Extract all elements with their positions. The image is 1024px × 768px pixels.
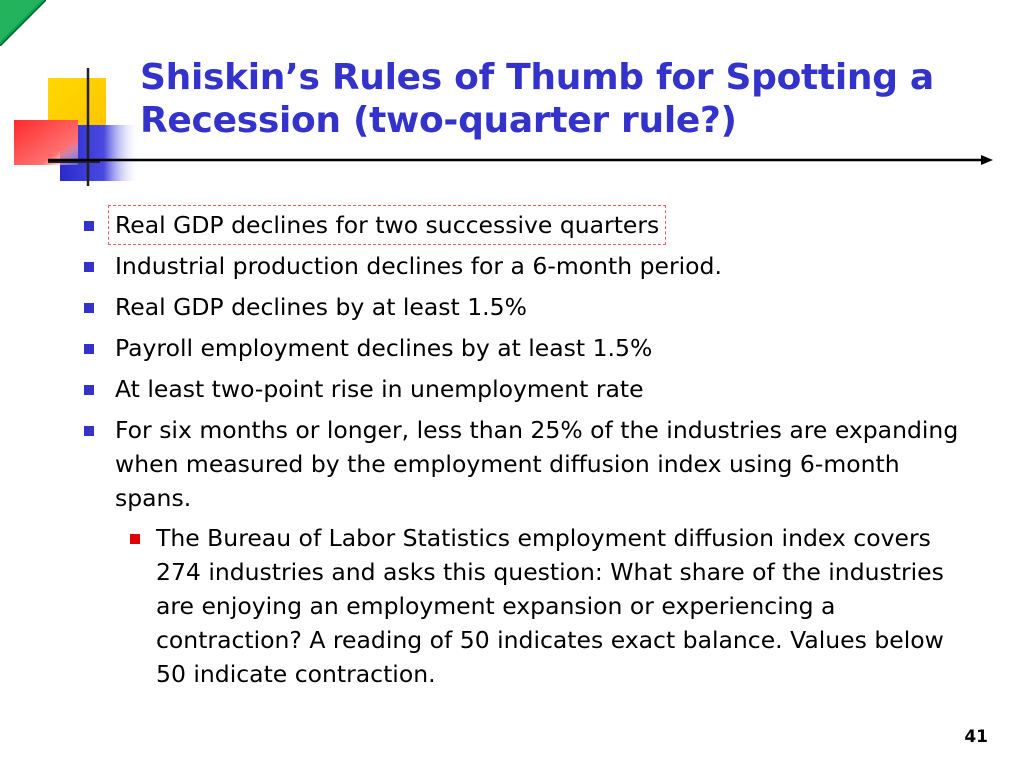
- bullet-square-icon: [84, 262, 94, 272]
- bullet-text: Real GDP declines for two successive quarters: [111, 208, 663, 242]
- bullet-square-icon: [84, 344, 94, 354]
- bullet-square-icon: [84, 385, 94, 395]
- title-line-1: Shiskin’s Rules of Thumb for Spotting a: [140, 57, 934, 98]
- bullet-item: [78, 331, 978, 365]
- bullet-text: Payroll employment declines by at least 1.5%: [115, 334, 653, 362]
- bullet-text: Industrial production declines for a 6-month period.: [115, 252, 722, 280]
- title-line-2: Recession (two-quarter rule?): [140, 100, 737, 141]
- bullet-list: [78, 208, 978, 698]
- bullet-item: [78, 249, 978, 283]
- bullet-text: Real GDP declines by at least 1.5%: [115, 293, 527, 321]
- bullet-text: At least two-point rise in unemployment rate: [115, 375, 644, 403]
- bullet-square-icon: [84, 303, 94, 313]
- bullet-square-icon: [84, 426, 94, 436]
- sub-bullet-text: The Bureau of Labor Statistics employment diffusion index covers 274 industries and asks this question: What share of the industries are enjoying an employment expansion or experiencing a contraction? A reading of 50 indicates exact balance. Values below 50 indicate contraction.: [156, 524, 944, 688]
- sub-bullet-square-icon: [130, 534, 140, 544]
- title-divider-arrow: [48, 150, 993, 170]
- page-number: 41: [964, 727, 988, 747]
- bullet-item: [78, 208, 978, 242]
- bullet-text: For six months or longer, less than 25% of the industries are expanding when measured by the employment diffusion index using 6-month spans.: [115, 416, 959, 512]
- sub-bullet-item: [78, 521, 978, 691]
- bullet-square-icon: [84, 221, 94, 231]
- bullet-item: [78, 413, 978, 691]
- slide-title: [140, 56, 1000, 142]
- bullet-item: [78, 372, 978, 406]
- bullet-item: [78, 290, 978, 324]
